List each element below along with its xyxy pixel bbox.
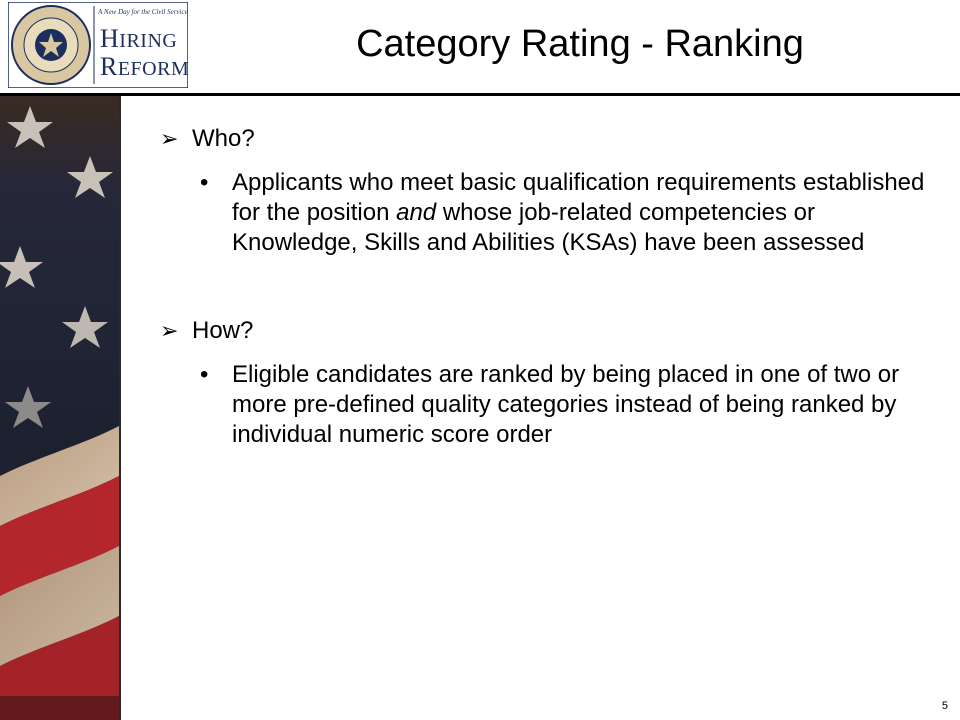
section-heading: Who? bbox=[192, 125, 255, 152]
page-number: 5 bbox=[941, 700, 948, 712]
bullet-who-detail bbox=[160, 168, 932, 258]
section-heading: How? bbox=[192, 317, 254, 344]
logo-tagline: A New Day for the Civil Service bbox=[98, 8, 188, 16]
title-divider bbox=[0, 93, 960, 96]
slide-content bbox=[160, 124, 940, 450]
arrow-bullet-icon: ➢ bbox=[160, 318, 179, 343]
bullet-text-part: whose job-related competencies or Knowledge, Skills and Abilities (KSAs) have been assessed bbox=[232, 199, 865, 256]
bullet-how-detail bbox=[160, 360, 932, 450]
section-how bbox=[160, 316, 940, 346]
flag-decoration-image bbox=[0, 96, 119, 720]
logo-word-reform: REFORM bbox=[100, 52, 190, 81]
flag-graphic bbox=[0, 96, 119, 720]
flag-edge-line bbox=[119, 96, 121, 720]
bullet-text-emphasis: and bbox=[396, 199, 437, 226]
slide-title: Category Rating - Ranking bbox=[356, 23, 804, 65]
bullet-text-part: Applicants who meet basic qualification requirements established for the position bbox=[232, 169, 925, 226]
logo-word-hiring: HIRING bbox=[100, 24, 178, 53]
section-who bbox=[160, 124, 940, 154]
arrow-bullet-icon: ➢ bbox=[160, 126, 179, 151]
opm-hiring-reform-logo bbox=[8, 2, 188, 88]
dot-bullet-icon: • bbox=[200, 169, 209, 196]
bullet-text: Eligible candidates are ranked by being placed in one of two or more pre-defined quality categories instead of being ranked by individual numeric score order bbox=[232, 361, 900, 448]
dot-bullet-icon: • bbox=[200, 361, 209, 388]
